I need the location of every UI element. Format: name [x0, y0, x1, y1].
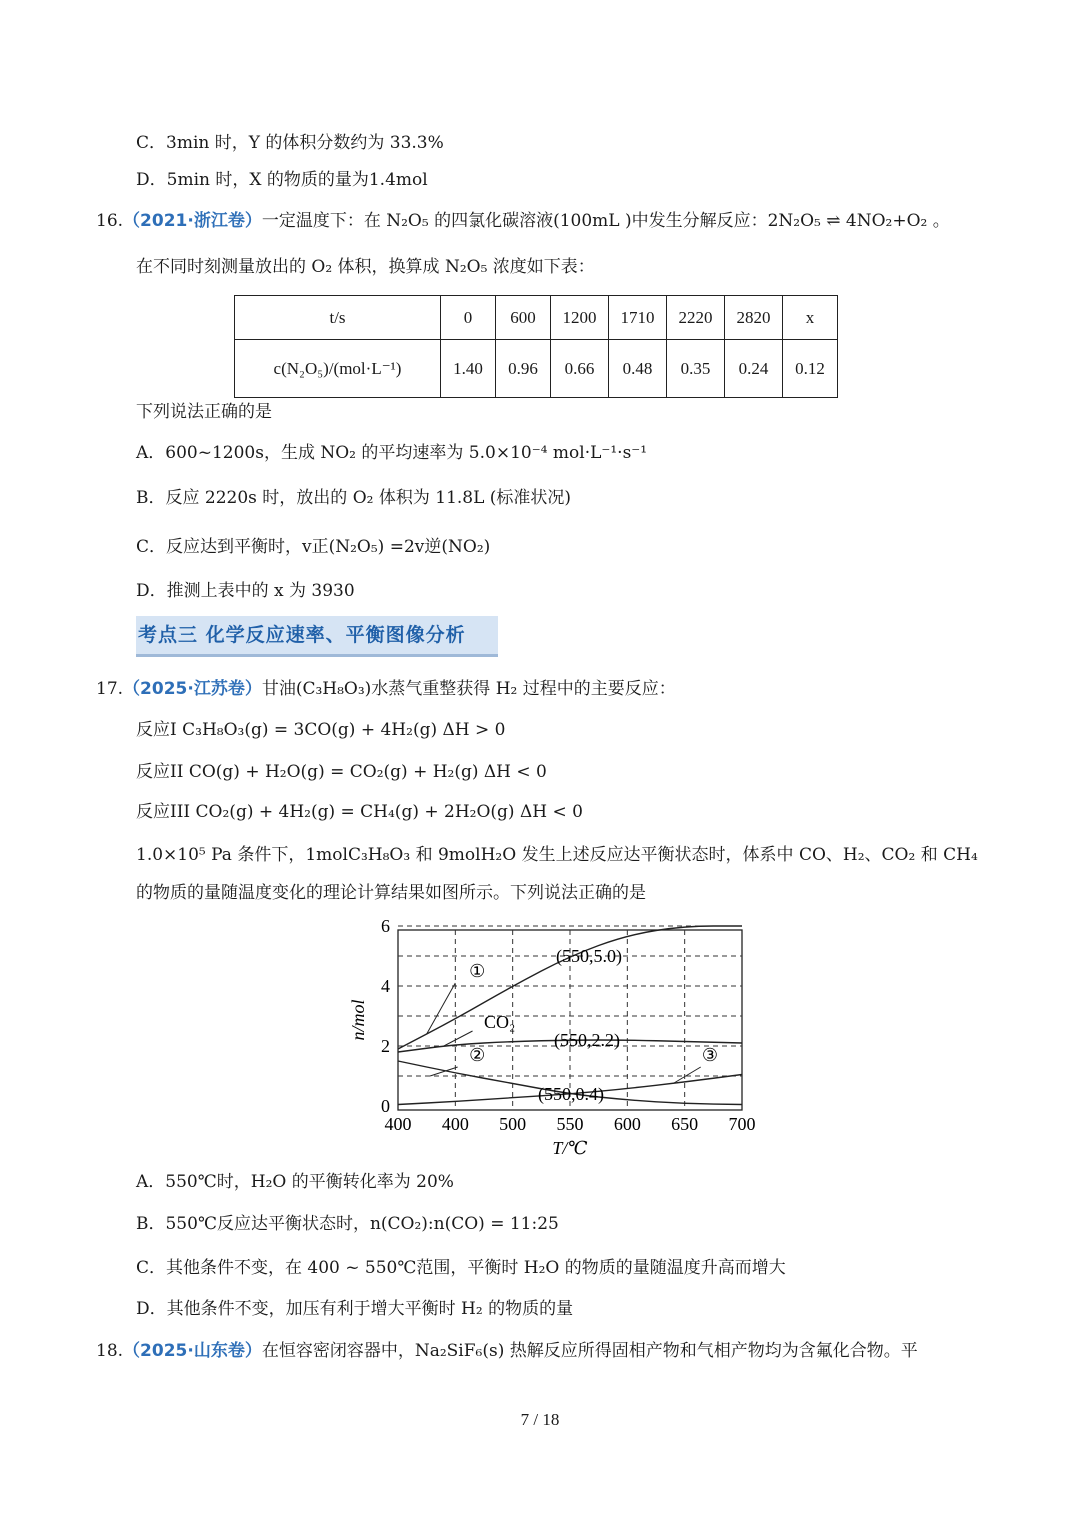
table-row [235, 296, 838, 340]
point-annotation: (550,0.4) [538, 1084, 604, 1104]
series-name-label: ② [469, 1045, 486, 1065]
x-axis-label: T/℃ [552, 1138, 588, 1158]
table-cell: 0.48 [609, 340, 667, 398]
q18-stem-line [96, 1339, 918, 1363]
series-name-label: CO₂ [484, 1012, 516, 1032]
question-stem: 甘油(C₃H₈O₃)水蒸气重整获得 H₂ 过程中的主要反应： [261, 679, 676, 699]
x-tick-label: 400 [441, 1114, 469, 1134]
table-header-cell: c(N₂O₅)/(mol·L⁻¹) [235, 340, 441, 398]
q16-stem-line-2: 在不同时刻测量放出的 O₂ 体积，换算成 N₂O₅ 浓度如下表： [136, 257, 595, 277]
table-cell: 0.96 [496, 340, 551, 398]
y-tick-label: 4 [381, 976, 390, 996]
question-number: 16. [96, 211, 124, 231]
q16-stem-line [96, 209, 950, 233]
q16-option-d: D．推测上表中的 x 为 3930 [136, 581, 355, 601]
q17-option-d: D．其他条件不变，加压有利于增大平衡时 H₂ 的物质的量 [136, 1299, 574, 1319]
q17-option-c: C．其他条件不变，在 400 ~ 550℃范围，平衡时 H₂O 的物质的量随温度升高而增大 [136, 1258, 786, 1278]
equilibrium-amount-chart [340, 918, 780, 1163]
x-tick-label: 400 [384, 1114, 412, 1134]
point-annotation: (550,2.2) [554, 1030, 620, 1050]
question-source: （2021·浙江卷） [123, 211, 262, 231]
question-source: （2025·山东卷） [123, 1341, 262, 1361]
table-row [235, 340, 838, 398]
question-stem: 一定温度下：在 N₂O₅ 的四氯化碳溶液(100mL )中发生分解反应：2N₂O₅ ⇌ 4NO₂+O₂ 。 [261, 211, 950, 231]
y-axis-label: n/mol [348, 999, 368, 1041]
q16-option-a: A．600~1200s，生成 NO₂ 的平均速率为 5.0×10⁻⁴ mol·L⁻¹·s⁻¹ [136, 443, 648, 463]
x-tick-label: 500 [499, 1114, 527, 1134]
table-cell: 600 [496, 296, 551, 340]
table-cell: 2220 [667, 296, 725, 340]
table-cell: x [783, 296, 838, 340]
y-tick-label: 0 [381, 1096, 390, 1116]
table-cell: 1.40 [441, 340, 496, 398]
x-tick-label: 550 [556, 1114, 584, 1134]
table-cell: 1200 [551, 296, 609, 340]
concentration-table [234, 295, 838, 398]
q15-option-c: C．3min 时，Y 的体积分数约为 33.3% [136, 133, 444, 153]
section-heading: 考点三 化学反应速率、平衡图像分析 [136, 616, 498, 657]
point-annotation: (550,5.0) [556, 946, 622, 966]
question-number: 18. [96, 1341, 124, 1361]
q17-option-b: B．550℃反应达平衡状态时，n(CO₂):n(CO) = 11:25 [136, 1214, 559, 1234]
question-number: 17. [96, 679, 124, 699]
q17-condition: 1.0×10⁵ Pa 条件下，1molC₃H₈O₃ 和 9molH₂O 发生上述反应达平衡状态时，体系中 CO、H₂、CO₂ 和 CH₄ [136, 845, 978, 865]
table-cell: 2820 [725, 296, 783, 340]
table-cell: 0.66 [551, 340, 609, 398]
reaction-1: 反应I C₃H₈O₃(g) = 3CO(g) + 4H₂(g) ΔH > 0 [136, 720, 506, 740]
reaction-3: 反应III CO₂(g) + 4H₂(g) = CH₄(g) + 2H₂O(g) ΔH < 0 [136, 802, 583, 822]
table-cell: 0.24 [725, 340, 783, 398]
question-stem: 在恒容密闭容器中，Na₂SiF₆(s) 热解反应所得固相产物和气相产物均为含氟化合物。平 [261, 1341, 918, 1361]
table-cell: 0 [441, 296, 496, 340]
q17-stem-line [96, 677, 676, 701]
q16-option-b: B．反应 2220s 时，放出的 O₂ 体积为 11.8L (标准状况) [136, 488, 572, 508]
q17-option-a: A．550℃时，H₂O 的平衡转化率为 20% [136, 1172, 454, 1192]
x-tick-label: 700 [728, 1114, 756, 1134]
table-cell: 0.35 [667, 340, 725, 398]
q16-prompt: 下列说法正确的是 [136, 402, 272, 422]
series-name-label: ① [469, 961, 486, 981]
series-name-label: ③ [701, 1045, 719, 1065]
q15-option-d: D．5min 时，X 的物质的量为1.4mol [136, 170, 428, 190]
y-tick-label: 6 [381, 918, 390, 936]
table-header-cell: t/s [235, 296, 441, 340]
reaction-2: 反应II CO(g) + H₂O(g) = CO₂(g) + H₂(g) ΔH < 0 [136, 762, 547, 782]
question-source: （2025·江苏卷） [123, 679, 262, 699]
x-tick-label: 600 [613, 1114, 641, 1134]
page-number: 7 / 18 [520, 1410, 560, 1429]
x-tick-label: 650 [671, 1114, 699, 1134]
q17-condition-2: 的物质的量随温度变化的理论计算结果如图所示。下列说法正确的是 [136, 883, 646, 903]
chart-labels [348, 918, 756, 1158]
y-tick-label: 2 [381, 1036, 390, 1056]
q16-option-c: C．反应达到平衡时，v正(N₂O₅) =2v逆(NO₂) [136, 537, 491, 557]
table-cell: 0.12 [783, 340, 838, 398]
table-cell: 1710 [609, 296, 667, 340]
